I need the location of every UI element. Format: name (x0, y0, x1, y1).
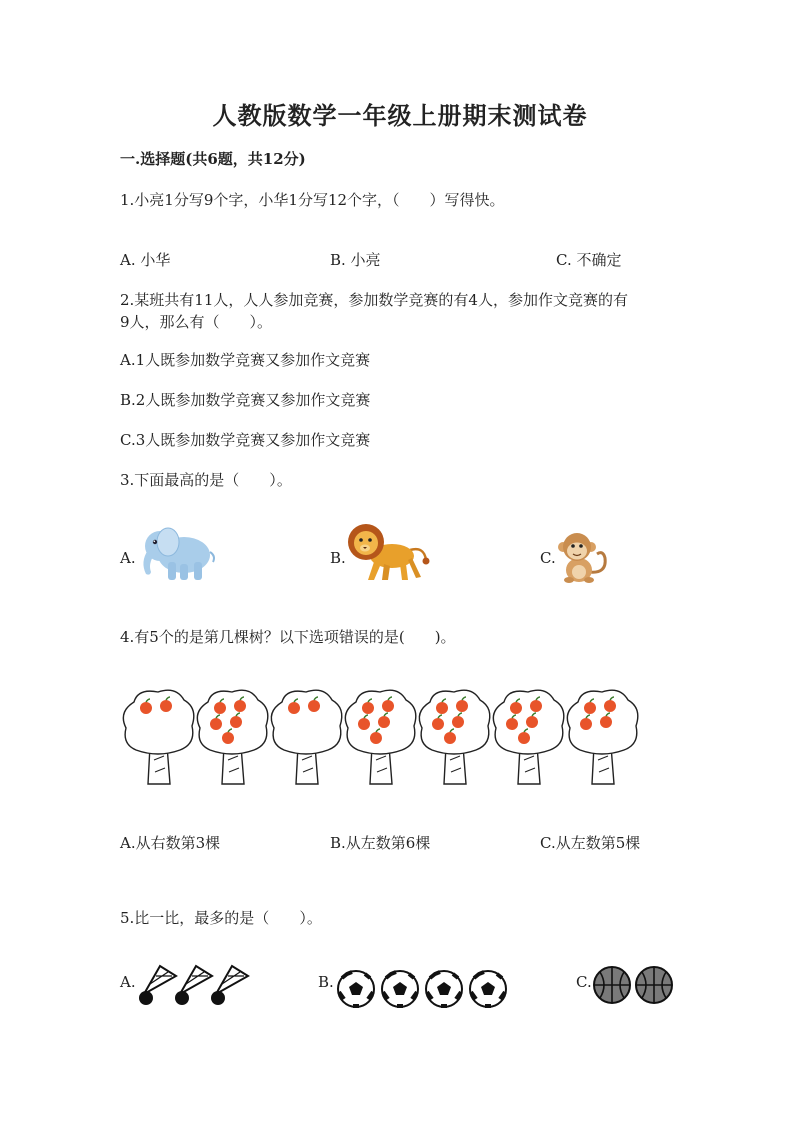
q2-option-a[interactable]: A.1人既参加数学竞赛又参加作文竞赛 (120, 351, 371, 369)
apple-tree (419, 690, 489, 784)
lion-icon (346, 520, 430, 584)
elephant-icon (138, 522, 218, 584)
q1-option-c[interactable]: C. 不确定 (556, 251, 622, 269)
apple-icon (362, 702, 374, 714)
q5-option-b[interactable]: B. (318, 973, 334, 991)
apple-icon (456, 700, 468, 712)
apple-icon (436, 702, 448, 714)
apple-icon (358, 718, 370, 730)
apple-icon (214, 702, 226, 714)
q2-option-c[interactable]: C.3人既参加数学竞赛又参加作文竞赛 (120, 431, 371, 449)
soccer-ball-group (336, 968, 516, 1010)
apple-icon (288, 702, 300, 714)
apple-icon (530, 700, 542, 712)
question-4-text: 4.有5个的是第几棵树？以下选项错误的是( )。 (120, 628, 456, 646)
apple-icon (160, 700, 172, 712)
basketball-icon (594, 967, 630, 1003)
apple-icon (308, 700, 320, 712)
q4-option-a[interactable]: A.从右数第3棵 (120, 834, 221, 852)
apple-icon (230, 716, 242, 728)
page-title: 人教版数学一年级上册期末测试卷 (212, 101, 588, 130)
question-1-text: 1.小亮1分写9个字，小华1分写12个字，（ ）写得快。 (120, 191, 505, 209)
apple-tree (567, 690, 637, 784)
q5-option-c[interactable]: C. (576, 973, 592, 991)
basketball-group (592, 964, 676, 1006)
question-2-line-1: 2.某班共有11人，人人参加竞赛，参加数学竞赛的有4人，参加作文竞赛的有 (120, 291, 628, 309)
apple-icon (518, 732, 530, 744)
apple-icon (600, 716, 612, 728)
q1-option-a[interactable]: A. 小华 (120, 251, 171, 269)
question-5-text: 5.比一比，最多的是（ ）。 (120, 909, 322, 927)
apple-icon (452, 716, 464, 728)
soccer-ball-icon (382, 971, 418, 1007)
q3-option-c[interactable]: C. (540, 549, 556, 567)
apple-icon (604, 700, 616, 712)
q2-option-b[interactable]: B.2人既参加数学竞赛又参加作文竞赛 (120, 391, 371, 409)
apple-tree (493, 690, 563, 784)
apple-icon (378, 716, 390, 728)
soccer-ball-icon (470, 971, 506, 1007)
soccer-ball-icon (338, 971, 374, 1007)
q4-option-c[interactable]: C.从左数第5棵 (540, 834, 641, 852)
question-3-text: 3.下面最高的是（ ）。 (120, 471, 292, 489)
apple-icon (432, 718, 444, 730)
apple-tree (345, 690, 415, 784)
shuttlecock-group (138, 962, 258, 1008)
apple-tree (123, 690, 193, 784)
apple-icon (526, 716, 538, 728)
apple-icon (234, 700, 246, 712)
q4-option-b[interactable]: B.从左数第6棵 (330, 834, 431, 852)
question-2-line-2: 9人，那么有（ ）。 (120, 313, 273, 331)
shuttlecock-icon (211, 966, 248, 1005)
section-heading: 一.选择题(共6题，共12分) (120, 150, 306, 168)
apple-icon (510, 702, 522, 714)
apple-icon (444, 732, 456, 744)
q3-option-a[interactable]: A. (120, 549, 136, 567)
apple-icon (210, 718, 222, 730)
shuttlecock-icon (175, 966, 212, 1005)
apple-icon (580, 718, 592, 730)
soccer-ball-icon (426, 971, 462, 1007)
apple-icon (222, 732, 234, 744)
q3-option-b[interactable]: B. (330, 549, 346, 567)
apple-icon (370, 732, 382, 744)
q1-option-b[interactable]: B. 小亮 (330, 251, 381, 269)
monkey-icon (555, 530, 611, 586)
basketball-icon (636, 967, 672, 1003)
apple-icon (584, 702, 596, 714)
apple-icon (506, 718, 518, 730)
apple-tree (271, 690, 341, 784)
q5-option-a[interactable]: A. (120, 973, 136, 991)
shuttlecock-icon (139, 966, 176, 1005)
apple-trees-row (120, 688, 640, 788)
apple-icon (382, 700, 394, 712)
apple-tree (197, 690, 267, 784)
apple-icon (140, 702, 152, 714)
